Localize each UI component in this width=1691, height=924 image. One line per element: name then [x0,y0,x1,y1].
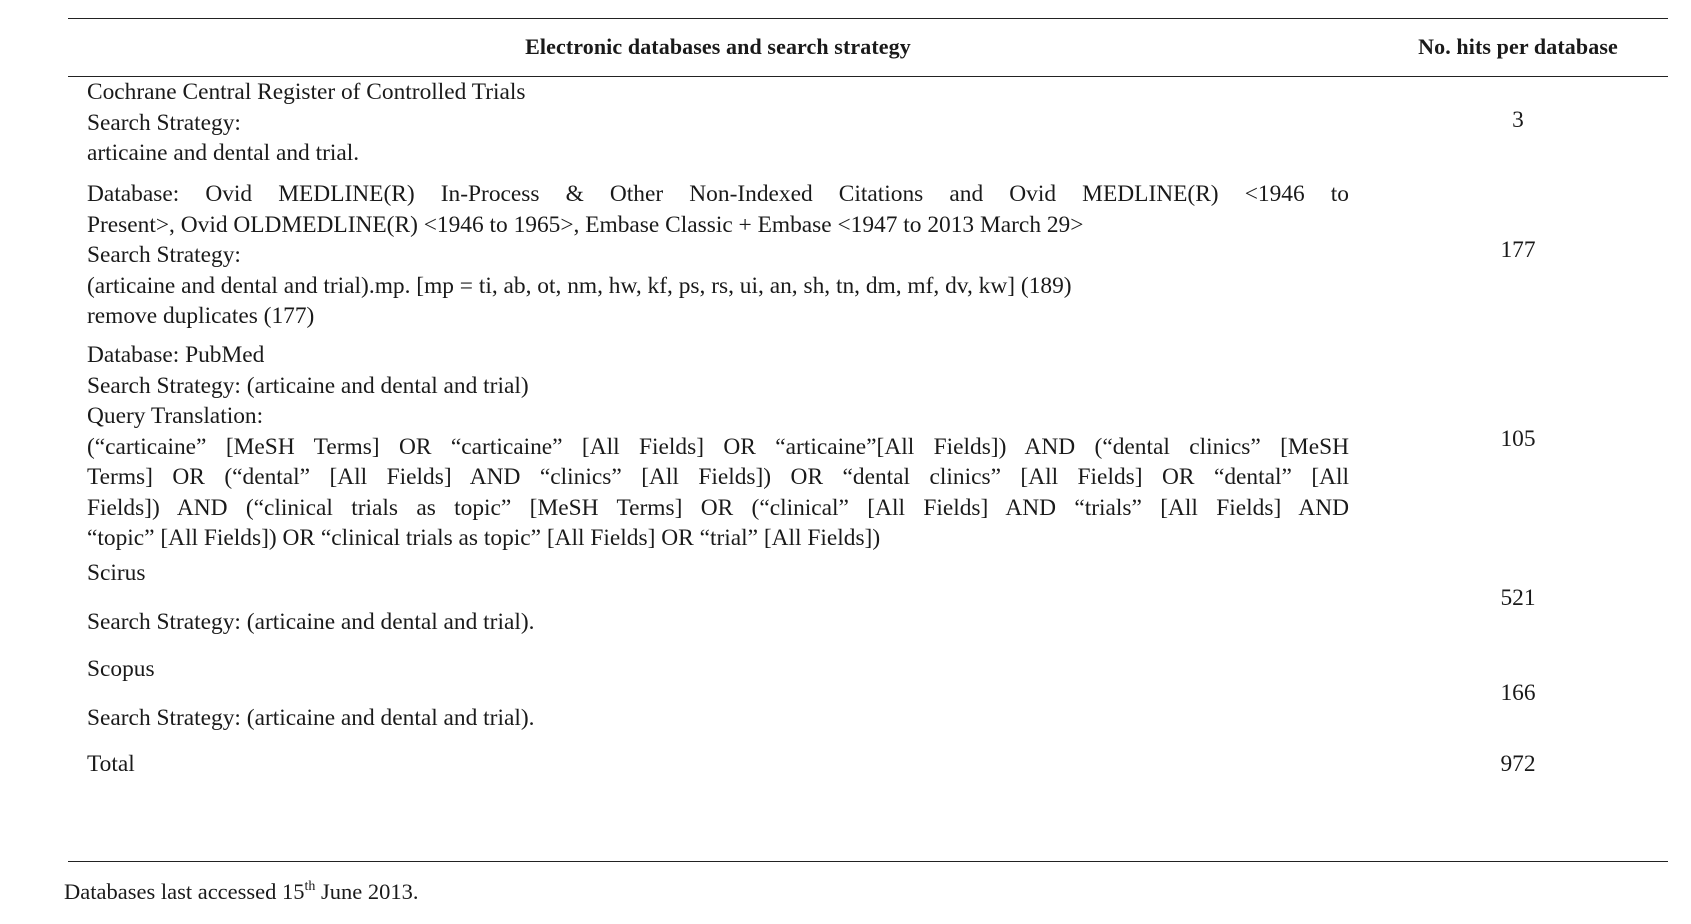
row-line: Terms] OR (“dental” [All Fields] AND “clinics” [All Fields]) OR “dental clinics” [All Fields] OR “dental” [All [87,464,1349,490]
footnote-suffix: June 2013. [315,879,419,904]
footnote-superscript: th [304,879,316,894]
table-bottom-rule [68,861,1668,862]
row-line: Database: PubMed [87,342,265,368]
hits-cochrane: 3 [1512,107,1524,133]
row-line: (articaine and dental and trial).mp. [mp = ti, ab, ot, nm, hw, kf, ps, rs, ui, an, sh, tn, dm, mf, dv, kw] (189) [87,272,1072,299]
table-row-scopus [87,654,1349,733]
row-line: Database: Ovid MEDLINE(R) In-Process & Other Non-Indexed Citations and Ovid MEDLINE(R) <1946 to [87,181,1349,207]
hits-pubmed: 105 [1500,426,1536,452]
row-line: Total [87,751,135,777]
table-row-scirus [87,558,1349,637]
row-line: “topic” [All Fields]) OR “clinical trials as topic” [All Fields] OR “trial” [All Fields]) [87,525,881,551]
row-line: Cochrane Central Register of Controlled Trials [87,79,526,105]
hits-ovid-medline: 177 [1500,237,1536,263]
hits-total: 972 [1500,751,1536,777]
row-line: Search Strategy: [87,242,241,268]
row-line: Search Strategy: (articaine and dental and trial). [87,704,535,731]
row-line: articaine and dental and trial. [87,140,360,166]
footnote-prefix: Databases last accessed 15 [64,879,305,904]
table-row-cochrane [87,77,1349,169]
row-line: (“carticaine” [MeSH Terms] OR “carticaine” [All Fields] OR “articaine”[All Fields]) AND (“dental clinics” [MeSH [87,433,1349,460]
row-line: remove duplicates (177) [87,303,315,329]
row-line: Search Strategy: (articaine and dental and trial) [87,372,529,399]
column-header-hits: No. hits per database [1418,34,1618,59]
row-line: Search Strategy: [87,109,241,136]
hits-scirus: 521 [1500,585,1536,611]
row-line: Scirus [87,560,146,586]
column-header-databases: Electronic databases and search strategy [525,34,911,59]
table-row-pubmed [87,340,1349,554]
row-line: Query Translation: [87,403,264,429]
table-row-ovid-medline [87,179,1349,332]
row-line: Fields]) AND (“clinical trials as topic” [MeSH Terms] OR (“clinical” [All Fields] AND “trials” [All Fields] AND [87,494,1349,521]
row-line: Present>, Ovid OLDMEDLINE(R) <1946 to 1965>, Embase Classic + Embase <1947 to 2013 March 29> [87,211,1084,238]
row-line: Search Strategy: (articaine and dental and trial). [87,608,535,635]
hits-scopus: 166 [1500,680,1536,706]
table-footnote [64,872,419,907]
row-line: Scopus [87,656,155,682]
table-row-total [87,749,1349,780]
table-top-rule [68,18,1668,19]
